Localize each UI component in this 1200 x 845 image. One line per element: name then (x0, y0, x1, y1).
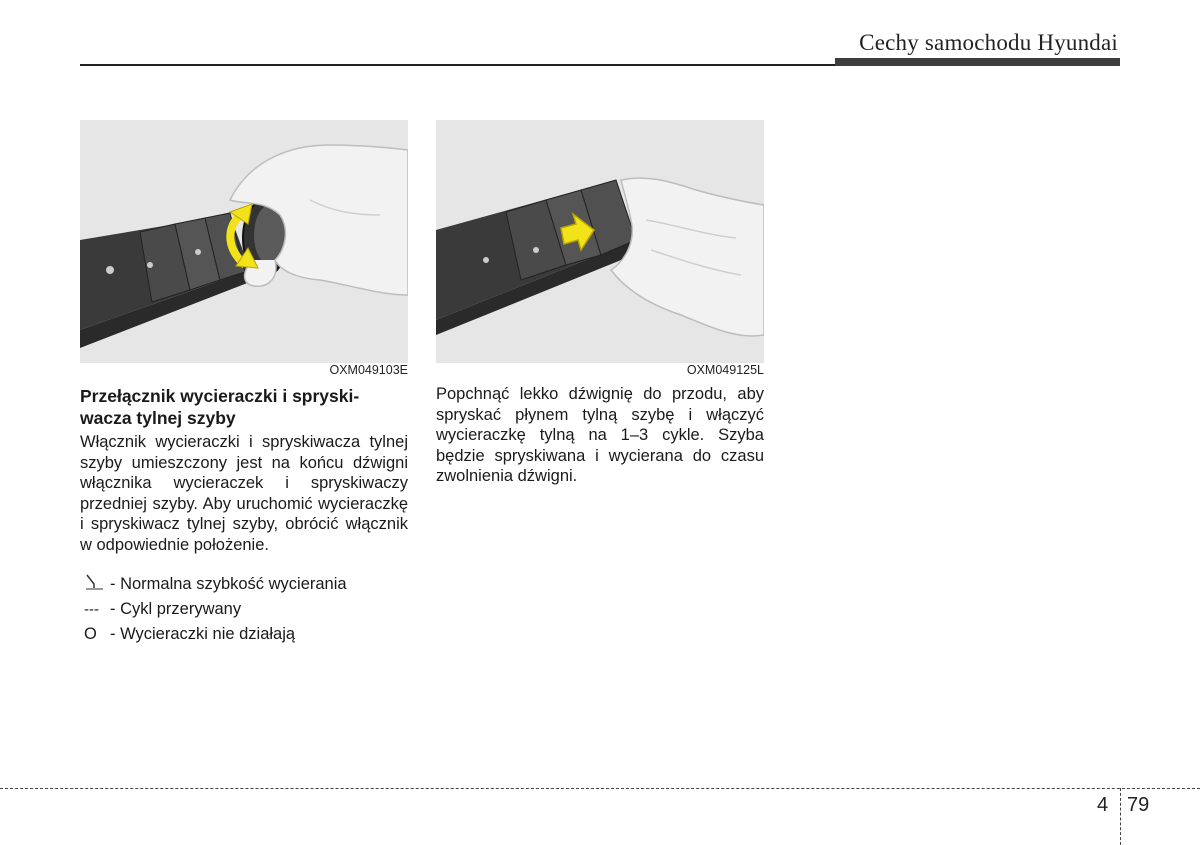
page-header-title: Cechy samochodu Hyundai (859, 30, 1118, 55)
legend-item-intermittent (84, 597, 414, 622)
legend-text: - Cykl przerywany (110, 600, 242, 618)
header-rule-accent (835, 58, 1120, 66)
section-heading (80, 385, 406, 429)
legend-text: - Normalna szybkość wycierania (110, 575, 347, 593)
figure-code: OXM049103E (329, 363, 408, 377)
legend-text: - Wycieraczki nie działają (110, 625, 296, 643)
wiper-legend (84, 572, 414, 647)
figure-rear-washer-push (436, 120, 764, 363)
figure-code: OXM049125L (686, 363, 764, 377)
legend-item-normal (84, 572, 414, 597)
body-paragraph: Włącznik wycieraczki i spryskiwacza tylnej szyby umieszczony jest na końcu dźwigni włącznika wycieraczek i spryskiwaczy przedniej szyby. Aby uruchomić wycieraczkę i spryskiwacz tylnej szyby, obrócić włącznik w odpowiednie położenie. (80, 433, 408, 554)
figure-rear-wiper-rotate (80, 120, 408, 363)
heading-text: Przełącznik wycieraczki i spryski- wacza tylnej szyby (80, 386, 360, 428)
legend-symbol: O (84, 625, 97, 643)
footer-divider (1120, 788, 1121, 845)
legend-item-off (84, 622, 414, 647)
footer-rule (0, 788, 1200, 789)
wiper-normal-icon (84, 572, 110, 598)
legend-symbol: --- (84, 601, 99, 618)
body-paragraph: Popchnąć lekko dźwignię do przodu, aby spryskać płynem tylną szybę i włączyć wycieraczkę tylną na 1–3 cykle. Szyba będzie spryskiwana i wycierana do czasu zwolnienia dźwigni. (436, 385, 764, 485)
header-rule (80, 64, 837, 66)
chapter-number: 4 (1097, 794, 1109, 816)
page-number: 79 (1127, 794, 1150, 816)
